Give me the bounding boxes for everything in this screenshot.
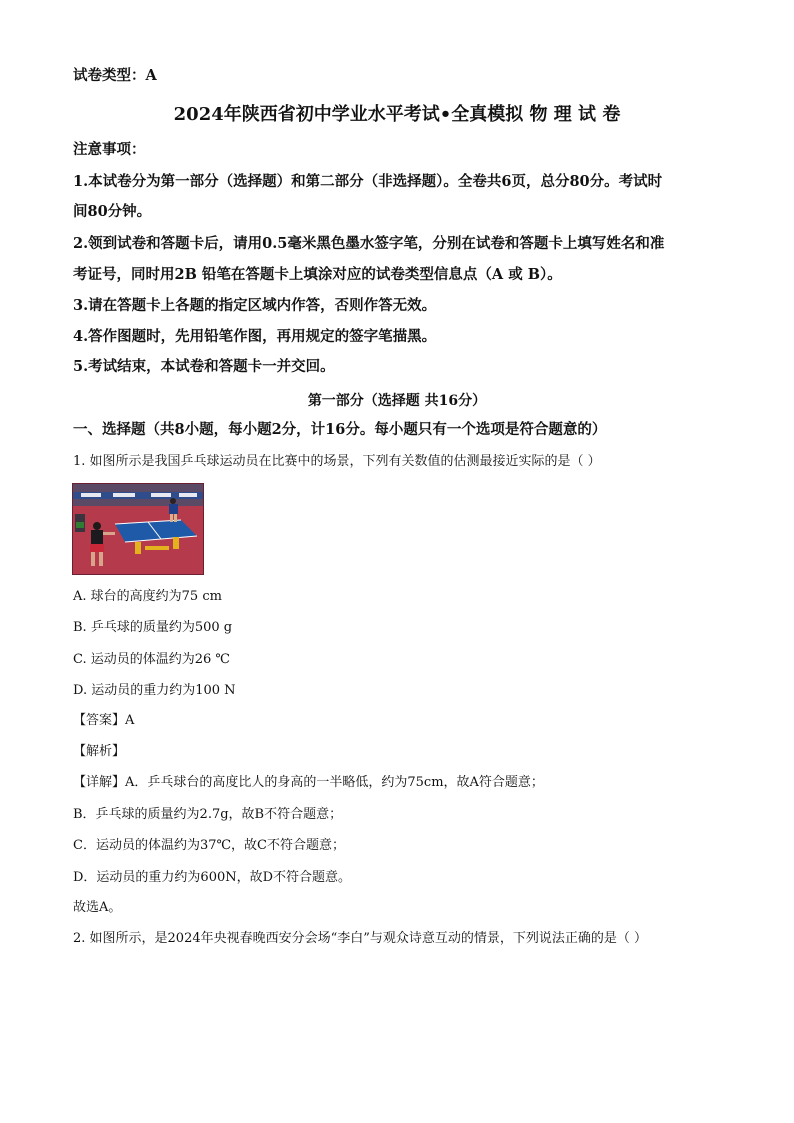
note-item-2a: 2.领到试卷和答题卡后，请用0.5毫米黑色墨水签字笔，分别在试卷和答题卡上填写姓名和准 xyxy=(73,235,665,252)
note-item-4: 4.答作图题时，先用铅笔作图，再用规定的签字笔描黑。 xyxy=(73,328,437,345)
q1-detail-c: C．运动员的体温约为37℃，故C不符合题意； xyxy=(73,838,345,853)
table-tennis-photo xyxy=(72,483,204,575)
q1-conclusion: 故选A。 xyxy=(73,900,122,915)
note-item-1a: 1.本试卷分为第一部分（选择题）和第二部分（非选择题）。全卷共6页，总分80分。考试时 xyxy=(73,173,663,190)
exam-title: 2024年陕西省初中学业水平考试•全真模拟 物 理 试 卷 xyxy=(173,104,621,125)
q1-detail-a: 【详解】A．乒乓球台的高度比人的身高的一半略低，约为75cm，故A符合题意； xyxy=(73,775,544,790)
paper-type: 试卷类型：A xyxy=(73,67,157,84)
q1-analysis-label: 【解析】 xyxy=(73,744,126,759)
q1-stem: 1. 如图所示是我国乒乓球运动员在比赛中的场景，下列有关数值的估测最接近实际的是（ ） xyxy=(73,454,601,469)
q1-option-b: B. 乒乓球的质量约为500 g xyxy=(73,620,233,635)
section-heading: 一、选择题（共8小题，每小题2分，计16分。每小题只有一个选项是符合题意的） xyxy=(73,421,607,438)
q1-detail-b: B．乒乓球的质量约为2.7g，故B不符合题意； xyxy=(73,807,343,822)
q1-option-a: A. 球台的高度约为75 cm xyxy=(73,589,222,604)
notes-heading: 注意事项： xyxy=(73,141,146,158)
q1-option-c: C. 运动员的体温约为26 ℃ xyxy=(73,652,230,667)
part1-heading: 第一部分（选择题 共16分） xyxy=(307,393,487,409)
note-item-2b: 考证号，同时用2B 铅笔在答题卡上填涂对应的试卷类型信息点（A 或 B）。 xyxy=(73,266,562,283)
note-item-1b: 间80分钟。 xyxy=(73,203,152,220)
q1-detail-d: D．运动员的重力约为600N，故D不符合题意。 xyxy=(73,870,352,885)
q2-stem: 2. 如图所示，是2024年央视春晚西安分会场“李白”与观众诗意互动的情景，下列说法正确的是（ ） xyxy=(73,931,648,946)
note-item-3: 3.请在答题卡上各题的指定区域内作答，否则作答无效。 xyxy=(73,297,437,314)
q1-answer: 【答案】A xyxy=(73,713,135,728)
q1-option-d: D. 运动员的重力约为100 N xyxy=(73,683,236,698)
note-item-5: 5.考试结束，本试卷和答题卡一并交回。 xyxy=(73,358,335,375)
